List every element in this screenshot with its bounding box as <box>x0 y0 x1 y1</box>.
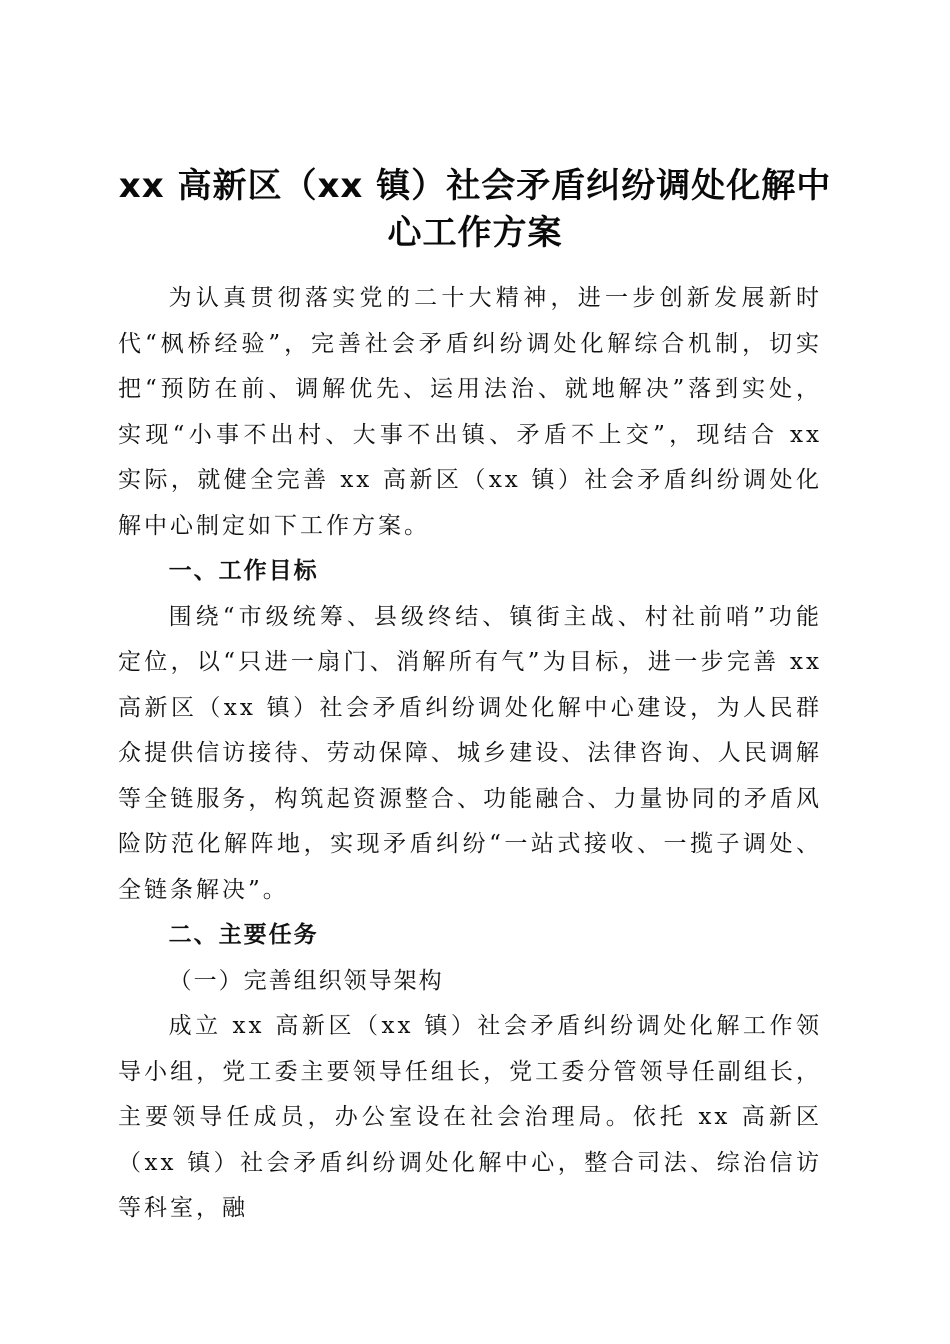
title-line-2: 心工作方案 <box>387 212 563 253</box>
section-heading-goals: 一、工作目标 <box>168 558 319 584</box>
subsection-heading-organization: （一）完善组织领导架构 <box>168 967 444 994</box>
document-title <box>118 163 832 257</box>
section-heading-tasks: 二、主要任务 <box>168 922 319 948</box>
intro-paragraph: 为认真贯彻落实党的二十大精神，进一步创新发展新时代“枫桥经验”，完善社会矛盾纠纷调处化解综合机制，切实把“预防在前、调解优先、运用法治、就地解决”落到实处，实现“小事不出村、大事不出镇、矛盾不上交”，现结合 xx 实际，就健全完善 xx 高新区（xx 镇）社会矛盾纠纷调处化解中心制定如下工作方案。 <box>118 285 822 539</box>
organization-paragraph: 成立 xx 高新区（xx 镇）社会矛盾纠纷调处化解工作领导小组，党工委主要领导任组长，党工委分管领导任副组长，主要领导任成员，办公室设在社会治理局。依托 xx 高新区（xx 镇）社会矛盾纠纷调处化解中心，整合司法、综治信访等科室，融 <box>118 1013 822 1221</box>
document-body <box>118 276 822 1232</box>
goals-paragraph: 围绕“市级统筹、县级终结、镇街主战、村社前哨”功能定位，以“只进一扇门、消解所有气”为目标，进一步完善 xx 高新区（xx 镇）社会矛盾纠纷调处化解中心建设，为人民群众提供信访接待、劳动保障、城乡建设、法律咨询、人民调解等全链服务，构筑起资源整合、功能融合、力量协同的矛盾风险防范化解阵地，实现矛盾纠纷“一站式接收、一揽子调处、全链条解决”。 <box>118 603 822 903</box>
title-line-1: xx 高新区（xx 镇）社会矛盾纠纷调处化解中 <box>118 165 832 206</box>
